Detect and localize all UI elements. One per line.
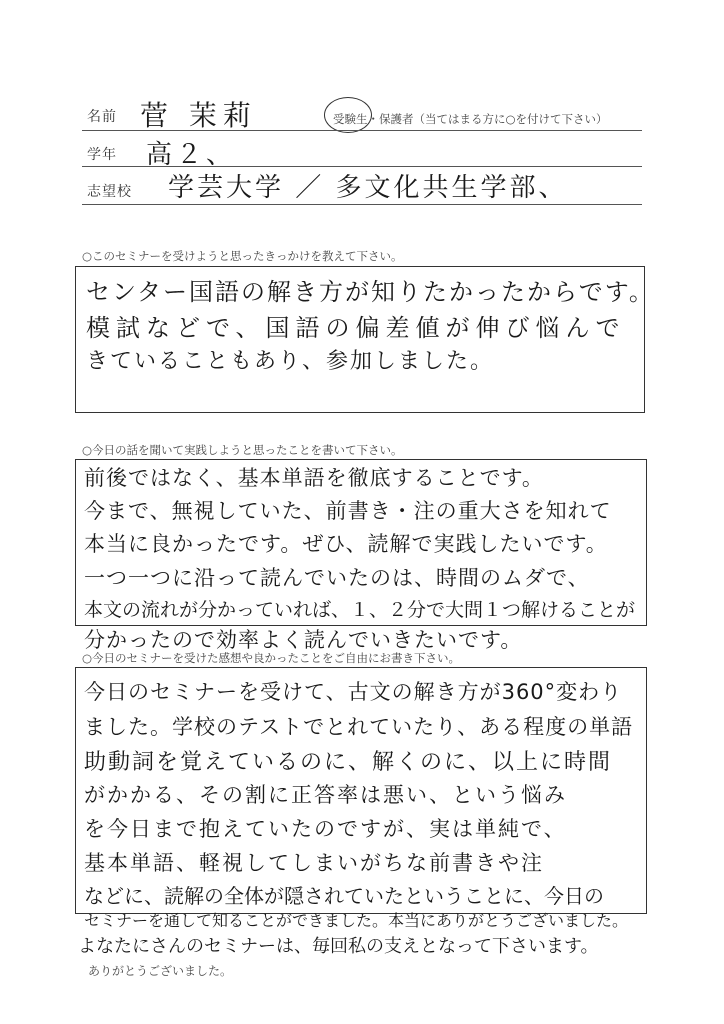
q2-line: 分かったので効率よく読んでいきたいです。	[84, 628, 523, 652]
name-underline	[82, 130, 642, 131]
q3-line: 基本単語、軽視してしまいがちな前書きや注	[84, 851, 544, 875]
q1-line: きていることもあり、参加しました。	[86, 349, 495, 374]
q3-line: を今日まで抱えていたのですが、実は単純で、	[84, 817, 567, 841]
q2-line: 前後ではなく、基本単語を徹底することです。	[84, 466, 544, 490]
q3-line: 今日のセミナーを受けて、古文の解き方が360°変わり	[84, 680, 623, 704]
closing-thanks: ありがとうございました。	[88, 964, 233, 978]
q2-line: 本当に良かったです。ぜひ、読解で実践したいです。	[84, 532, 608, 556]
school-underline	[82, 204, 642, 205]
q3-prompt: ○今日のセミナーを受けた感想や良かったことをご自由にお書き下さい。	[82, 651, 461, 665]
q2-prompt: ○今日の話を聞いて実践しようと思ったことを書いて下さい。	[82, 443, 403, 457]
q2-line: 今まで、無視していた、前書き・注の重大さを知れて	[84, 499, 612, 523]
q2-line: 一つ一つに沿って読んでいたのは、時間のムダで、	[84, 566, 590, 590]
grade-label: 学年	[87, 147, 117, 163]
role-note-rest: ・保護者（当てはまる方に○を付けて下さい）	[367, 112, 608, 126]
q3-line: 助動詞を覚えているのに、解くのに、以上に時間	[84, 750, 613, 775]
q3-line: よなたにさんのセミナーは、毎回私の支えとなって下さいます。	[78, 936, 599, 957]
q1-prompt: ○このセミナーを受けようと思ったきっかけを教えて下さい。	[82, 249, 403, 263]
name-label: 名前	[87, 109, 117, 125]
grade-value: 高２、	[146, 140, 237, 170]
q3-line: などに、読解の全体が隠されていたということに、今日の	[84, 884, 604, 908]
q1-line: 模試などで、国語の偏差値が伸び悩んで	[86, 314, 626, 342]
role-note	[333, 111, 608, 127]
q3-line: ました。学校のテストでとれていたり、ある程度の単語	[84, 715, 634, 739]
q3-line: がかかる、その割に正答率は悪い、という悩み	[84, 783, 567, 807]
q2-line: 本文の流れが分かっていれば、１、２分で大問１つ解けることが	[84, 599, 636, 621]
school-value: 学芸大学 ／ 多文化共生学部、	[168, 173, 568, 203]
school-label: 志望校	[87, 184, 132, 200]
name-value: 菅 茉莉	[140, 99, 257, 132]
role-note-examinee: 受験生	[333, 112, 368, 126]
q3-line: セミナーを通して知ることができました。本当にありがとうございました。	[84, 911, 629, 930]
q1-line: センター国語の解き方が知りたかったからです。	[86, 278, 655, 306]
